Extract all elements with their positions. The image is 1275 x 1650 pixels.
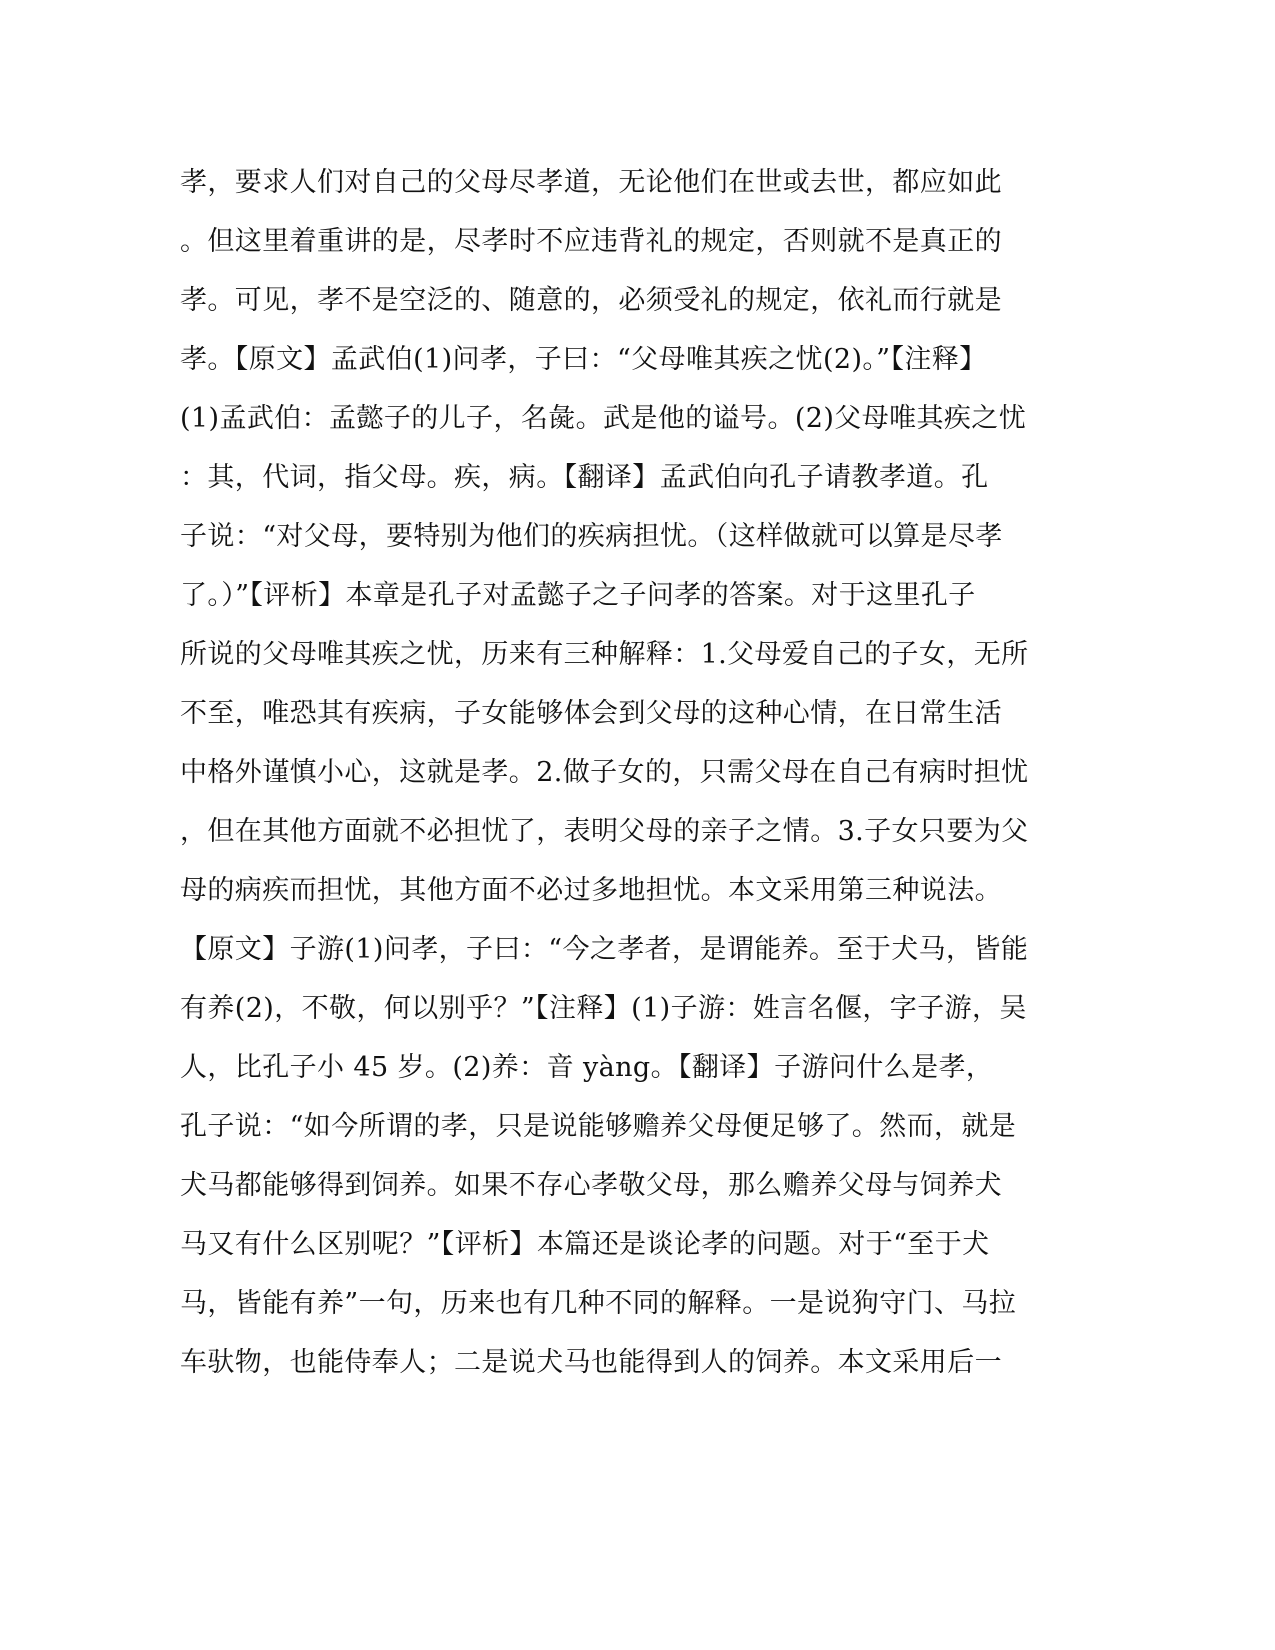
text-line: 孝。【原文】孟武伯(1)问孝，子曰：“父母唯其疾之忧(2)。”【注释】 — [180, 344, 987, 375]
text-line: (1)孟武伯：孟懿子的儿子，名彘。武是他的谥号。(2)父母唯其疾之忧 — [180, 403, 1027, 434]
text-line: 孝。可见，孝不是空泛的、随意的，必须受礼的规定，依礼而行就是 — [180, 285, 1002, 316]
text-line: ：其，代词，指父母。疾，病。【翻译】孟武伯向孔子请教孝道。孔 — [180, 462, 989, 493]
text-line: 孝，要求人们对自己的父母尽孝道，无论他们在世或去世，都应如此 — [180, 167, 1002, 198]
text-line: 孔子说：“如今所谓的孝，只是说能够赡养父母便足够了。然而，就是 — [180, 1111, 1017, 1142]
text-line: 。但这里着重讲的是，尽孝时不应违背礼的规定，否则就不是真正的 — [180, 226, 1002, 257]
text-line: 【原文】子游(1)问孝，子曰：“今之孝者，是谓能养。至于犬马，皆能 — [180, 934, 1029, 965]
text-line: 了。）”【评析】本章是孔子对孟懿子之子问孝的答案。对于这里孔子 — [180, 580, 976, 611]
text-line: 车驮物，也能侍奉人；二是说犬马也能得到人的饲养。本文采用后一 — [180, 1347, 1002, 1378]
body-text — [180, 162, 1060, 1401]
text-line: ，但在其他方面就不必担忧了，表明父母的亲子之情。3.子女只要为父 — [180, 816, 1029, 847]
text-line: 不至，唯恐其有疾病，子女能够体会到父母的这种心情，在日常生活 — [180, 698, 1002, 729]
text-line: 中格外谨慎小心，这就是孝。2.做子女的，只需父母在自己有病时担忧 — [180, 757, 1029, 788]
text-line: 犬马都能够得到饲养。如果不存心孝敬父母，那么赡养父母与饲养犬 — [180, 1170, 1002, 1201]
text-line: 所说的父母唯其疾之忧，历来有三种解释：1.父母爱自己的子女，无所 — [180, 639, 1029, 670]
text-line: 人，比孔子小 45 岁。(2)养：音 yàng。【翻译】子游问什么是孝， — [180, 1052, 994, 1083]
text-line: 母的病疾而担忧，其他方面不必过多地担忧。本文采用第三种说法。 — [180, 875, 1002, 906]
text-line: 有养(2)，不敬，何以别乎？”【注释】(1)子游：姓言名偃，字子游，吴 — [180, 993, 1027, 1024]
text-line: 马又有什么区别呢？”【评析】本篇还是谈论孝的问题。对于“至于犬 — [180, 1229, 990, 1260]
text-line: 马，皆能有养”一句，历来也有几种不同的解释。一是说狗守门、马拉 — [180, 1288, 1017, 1319]
text-line: 子说：“对父母，要特别为他们的疾病担忧。（这样做就可以算是尽孝 — [180, 521, 1003, 552]
